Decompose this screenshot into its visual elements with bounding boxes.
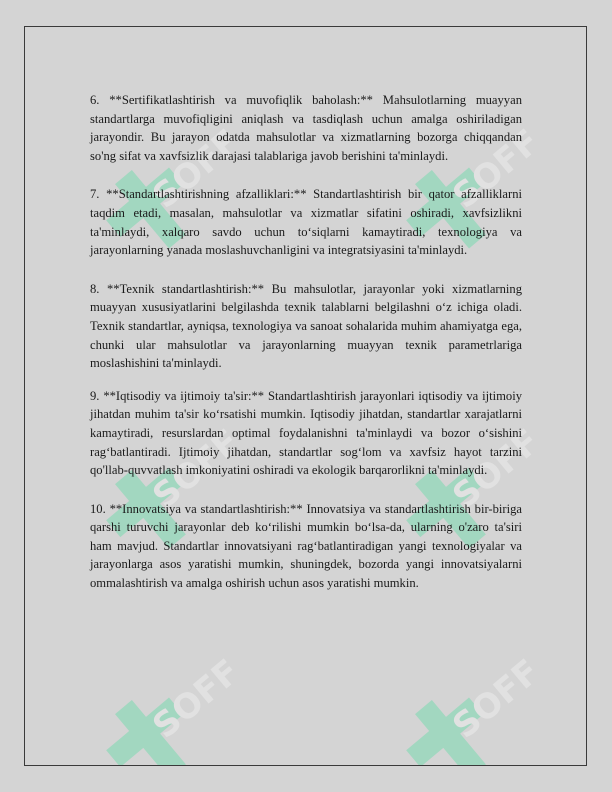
paragraph-9-economic-social-impact: 9. **Iqtisodiy va ijtimoiy ta'sir:** Standartlashtirish jarayonlari iqtisodiy va ijtimoiy jihatdan muhim ta'sir ko‘rsatishi mumkin. Iqtisodiy jihatdan, standartlar xarajatlarni kamaytiradi, resurslardan optimal foydalanishni ta'minlaydi va bozor o‘sishini rag‘batlantiradi. Ijtimoiy jihatdan, standartlar sog‘lom va xavfsiz hayot tarzini qo'llab-quvvatlash imkoniyatini oshiradi va ekologik barqarorlikni ta'minlaydi. <box>90 388 522 478</box>
document-page <box>24 26 587 766</box>
watermark-logo-icon <box>365 627 565 766</box>
paragraph-6-certification: 6. **Sertifikatlashtirish va muvofiqlik baholash:** Mahsulotlarning muayyan standartlarga muvofiqligini aniqlash va tasdiqlash uchun amalga oshiriladigan jarayondir. Bu jarayon odatda mahsulotlar va xizmatlarning bozorga chiqqandan so'ng sifat va xavfsizlik darajasi talablariga javob berishini ta'minlaydi. <box>90 93 522 163</box>
paragraph-10-innovation: 10. **Innovatsiya va standartlashtirish:** Innovatsiya va standartlashtirish bir-biriga qarshi turuvchi jarayonlar deb ko‘rilishi mumkin bo‘lsa-da, ularning o'zaro ta'siri ham mavjud. Standartlar innovatsiyani rag‘batlantiradigan yangi texnologiyalar va jarayonlarga asos yaratishi mumkin, shuningdek, bozorda yangi innovatsiyalarni ommalashtirish va amalga oshirish uchun asos yaratishi mumkin. <box>90 501 522 591</box>
watermark-text: SOFF <box>145 121 248 217</box>
paragraph-8-technical-standardization: 8. **Texnik standartlashtirish:** Bu mahsulotlar, jarayonlar yoki xizmatlarning muayyan xususiyatlarini belgilashda texnik talablarni belgilashni o‘z ichiga oladi. Texnik standartlar, ayniqsa, texnologiya va sanoat sohalarida muhim ahamiyatga ega, chunki ular mahsulotlar va jarayonlarning muayyan texnik parametrlariga moslashishini ta'minlaydi. <box>90 281 522 371</box>
watermark-text: SOFF <box>445 651 548 747</box>
watermark-text: SOFF <box>145 651 248 747</box>
paragraph-7-standardization-benefits: 7. **Standartlashtirishning afzalliklari:** Standartlashtirish bir qator afzalliklarni taqdim etadi, masalan, mahsulotlar va xizmatlar sifatini oshiradi, xavfsizlikni ta'minlaydi, xalqaro savdo uchun to‘siqlarni kamaytiradi, texnologiya va jarayonlarning yanada moslashuvchanligini va integratsiyasini ta'minlaydi. <box>90 187 522 258</box>
watermark-logo-icon <box>65 627 265 766</box>
watermark-text: SOFF <box>445 121 548 217</box>
document-body <box>90 91 522 593</box>
watermark-text: SOFF <box>445 421 548 517</box>
watermark-text: SOFF <box>145 421 248 517</box>
